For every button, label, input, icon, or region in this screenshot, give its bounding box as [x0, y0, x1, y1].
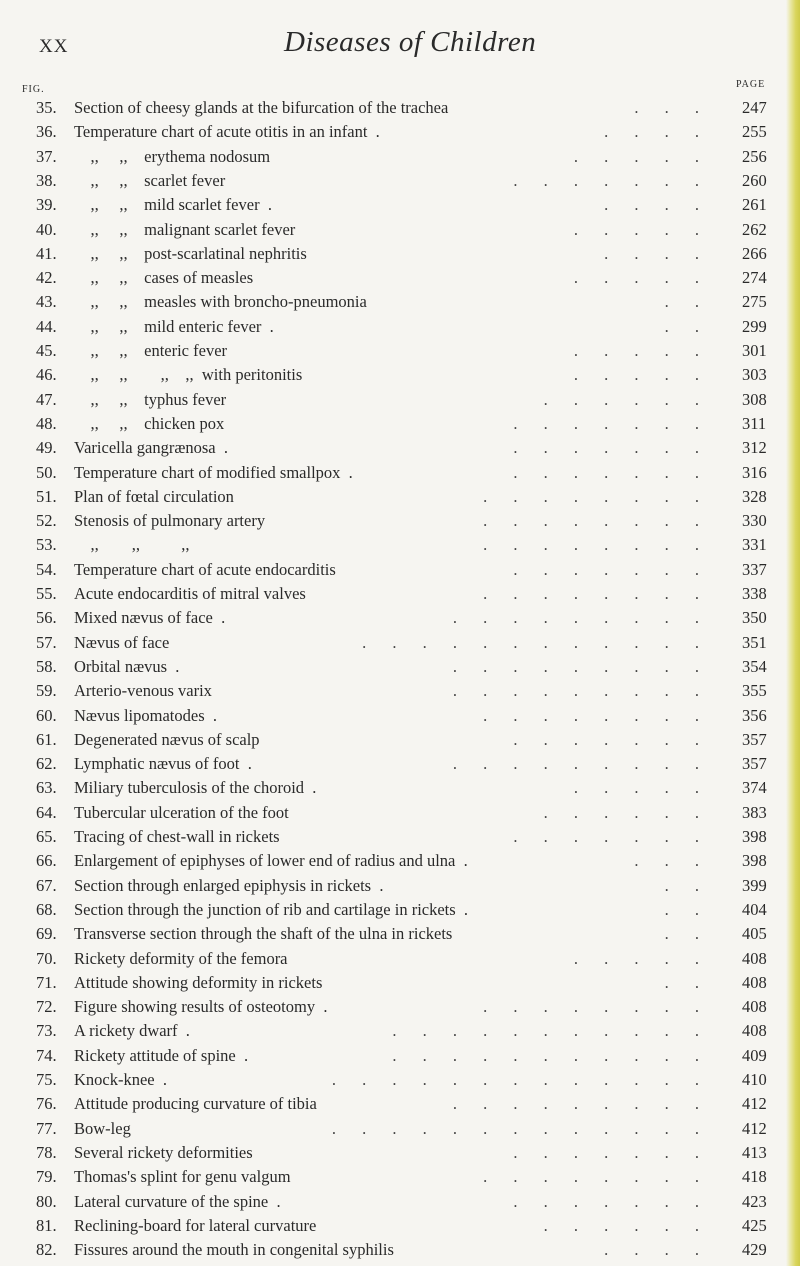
list-item	[0, 606, 800, 630]
figure-number: 58.	[36, 656, 57, 676]
figure-number: 78.	[36, 1142, 57, 1162]
list-item	[0, 1068, 800, 1092]
figure-number: 75.	[36, 1070, 57, 1089]
page-number: 425	[742, 1215, 767, 1235]
figure-number: 43.	[36, 292, 57, 312]
figure-number: 40.	[36, 219, 57, 239]
page-number: 299	[742, 316, 767, 336]
page-number: 383	[742, 802, 767, 822]
figure-caption: Acute endocarditis of mitral valves	[74, 584, 306, 603]
figure-caption: Lymphatic nævus of foot .	[74, 754, 252, 774]
figure-number: 59.	[36, 681, 57, 701]
figure-number: 42.	[36, 268, 57, 288]
dot-leader: . . . . . . . .	[483, 486, 710, 506]
page-number: 247	[742, 98, 767, 117]
figure-caption: Plan of fœtal circulation	[74, 486, 234, 506]
list-item	[0, 242, 800, 266]
dot-leader: . .	[664, 899, 710, 919]
page-number: 408	[742, 1021, 767, 1041]
page-number: 274	[742, 268, 767, 288]
figure-caption: A rickety dwarf .	[74, 1021, 190, 1041]
dot-leader: . . . . . . .	[513, 1191, 710, 1211]
dot-leader: . . . .	[604, 195, 710, 215]
dot-leader: . . . . . . .	[513, 170, 710, 190]
list-item	[0, 1165, 800, 1189]
list-item	[0, 922, 800, 946]
page-number: 331	[742, 535, 767, 555]
page-number: 398	[742, 851, 767, 871]
figure-number: 35.	[36, 98, 57, 117]
dot-leader: . . . . . . .	[513, 729, 710, 749]
page-number: 308	[742, 389, 767, 409]
list-item	[0, 193, 800, 217]
fig-column-label: FIG.	[22, 84, 45, 95]
figure-number: 52.	[36, 511, 57, 531]
figure-number: 39.	[36, 195, 57, 215]
list-item	[0, 96, 800, 120]
page-number: 350	[742, 608, 767, 628]
list-item	[0, 825, 800, 849]
figure-caption: Mixed nævus of face .	[74, 608, 226, 628]
dot-leader: . . . . . .	[543, 1215, 710, 1235]
page-number: 275	[742, 292, 767, 312]
figure-caption: ,, ,, post-scarlatinal nephritis	[74, 243, 307, 263]
list-item	[0, 995, 800, 1019]
dot-leader: . . . . .	[573, 219, 710, 239]
list-item	[0, 1238, 800, 1262]
page-number: 429	[742, 1240, 767, 1260]
figure-number: 62.	[36, 754, 57, 774]
page-number: 408	[742, 972, 767, 992]
list-item	[0, 218, 800, 242]
page-number: 266	[742, 243, 767, 263]
dot-leader: . . . . . . . .	[483, 584, 710, 603]
figure-number: 69.	[36, 924, 57, 944]
dot-leader: . . . . . . . .	[483, 705, 710, 725]
page-number: 409	[742, 1045, 767, 1065]
figure-caption: Section of cheesy glands at the bifurcation of the trachea	[74, 98, 449, 117]
page-number: 410	[742, 1070, 767, 1089]
list-item	[0, 898, 800, 922]
header-page-number: XX	[39, 36, 69, 57]
page-title: Diseases of Children	[284, 26, 537, 58]
figure-number: 41.	[36, 243, 57, 263]
page-column-label: PAGE	[736, 79, 766, 90]
dot-leader: . . . . . . . . . . . . .	[331, 1070, 710, 1089]
dot-leader: . . . . . . . . .	[452, 754, 710, 774]
dot-leader: . . . . . . . . . . .	[392, 1021, 710, 1041]
figure-number: 70.	[36, 948, 57, 968]
list-item	[0, 315, 800, 339]
list-item	[0, 1190, 800, 1214]
page-number: 357	[742, 729, 767, 749]
figure-number: 57.	[36, 632, 57, 652]
figure-number: 48.	[36, 413, 57, 433]
dot-leader: . . . . .	[573, 365, 710, 385]
figure-number: 47.	[36, 389, 57, 409]
figure-caption: Temperature chart of acute endocarditis	[74, 559, 336, 579]
figure-number: 38.	[36, 170, 57, 190]
dot-leader: . . . . . . .	[513, 559, 710, 579]
figure-caption: Enlargement of epiphyses of lower end of radius and ulna .	[74, 851, 468, 871]
list-item	[0, 704, 800, 728]
figure-caption: Thomas's splint for genu valgum	[74, 1167, 291, 1187]
page-number: 404	[742, 899, 767, 919]
figure-number: 67.	[36, 875, 57, 895]
dot-leader: . . . . . .	[543, 389, 710, 409]
list-item	[0, 120, 800, 144]
dot-leader: . . . . . .	[543, 802, 710, 822]
figure-caption: Rickety attitude of spine .	[74, 1045, 249, 1065]
list-item	[0, 582, 800, 606]
list-item	[0, 412, 800, 436]
figure-caption: Attitude showing deformity in rickets	[74, 972, 323, 992]
dot-leader: . . .	[634, 98, 710, 117]
figure-caption: Lateral curvature of the spine .	[74, 1191, 281, 1211]
figure-caption: ,, ,, erythema nodosum	[74, 146, 271, 166]
figure-caption: Attitude producing curvature of tibia	[74, 1094, 317, 1114]
dot-leader: . .	[664, 292, 710, 312]
figure-caption: ,, ,, mild scarlet fever .	[74, 195, 272, 215]
dot-leader: . . . . . . .	[513, 462, 710, 482]
page-number: 354	[742, 656, 767, 676]
list-item	[0, 1092, 800, 1116]
figure-caption: ,, ,, typhus fever	[74, 389, 227, 409]
page-number: 351	[742, 632, 767, 652]
figure-caption: Miliary tuberculosis of the choroid .	[74, 778, 317, 798]
figure-number: 45.	[36, 341, 57, 360]
list-item	[0, 169, 800, 193]
dot-leader: . . . . . . . .	[483, 511, 710, 531]
dot-leader: . . . . . . . . .	[452, 1094, 710, 1114]
page-number: 337	[742, 559, 767, 579]
page-number: 261	[742, 195, 767, 215]
page-number: 355	[742, 681, 767, 701]
dot-leader: . . . . . . . . . . .	[392, 1045, 710, 1065]
page-number: 260	[742, 170, 767, 190]
figure-caption: Temperature chart of modified smallpox .	[74, 462, 353, 482]
list-item	[0, 266, 800, 290]
list-item	[0, 388, 800, 412]
list-item	[0, 776, 800, 800]
figure-caption: ,, ,, chicken pox	[74, 413, 225, 433]
figure-caption: Several rickety deformities	[74, 1142, 253, 1162]
page-number: 374	[742, 778, 767, 798]
page-number: 256	[742, 146, 767, 166]
figure-number: 51.	[36, 486, 57, 506]
figure-caption: ,, ,, ,, ,, with peritonitis	[74, 365, 303, 385]
dot-leader: . . . . . . .	[513, 827, 710, 846]
dot-leader: . . . .	[604, 243, 710, 263]
dot-leader: . .	[664, 316, 710, 336]
page-number: 412	[742, 1118, 767, 1138]
figure-caption: Knock-knee .	[74, 1070, 168, 1089]
dot-leader: . . . . . . . . .	[452, 681, 710, 701]
figure-number: 74.	[36, 1045, 57, 1065]
list-item	[0, 801, 800, 825]
list-item	[0, 728, 800, 752]
figure-caption: Orbital nævus .	[74, 656, 180, 676]
page-number: 408	[742, 948, 767, 968]
page-number: 405	[742, 924, 767, 944]
dot-leader: . . . . .	[573, 146, 710, 166]
figure-caption: Nævus of face	[74, 632, 170, 652]
page-number: 418	[742, 1167, 767, 1187]
figure-number: 64.	[36, 802, 57, 822]
figure-number: 82.	[36, 1240, 57, 1260]
list-item	[0, 339, 800, 363]
figure-number: 60.	[36, 705, 57, 725]
page-number: 330	[742, 511, 767, 531]
page-number: 423	[742, 1191, 767, 1211]
list-item	[0, 558, 800, 582]
dot-leader: . . . . .	[573, 948, 710, 968]
dot-leader: . . . . .	[573, 268, 710, 288]
figure-caption: Arterio-venous varix	[74, 681, 212, 701]
dot-leader: . .	[664, 924, 710, 944]
figure-caption: Transverse section through the shaft of the ulna in rickets	[74, 924, 453, 944]
page-number: 357	[742, 754, 767, 774]
dot-leader: . . . . . . . .	[483, 1167, 710, 1187]
dot-leader: . . . . .	[573, 341, 710, 360]
figure-caption: Tubercular ulceration of the foot	[74, 802, 289, 822]
dot-leader: . .	[664, 972, 710, 992]
list-item	[0, 1019, 800, 1043]
page-number: 303	[742, 365, 767, 385]
page-number: 398	[742, 827, 767, 846]
figure-caption: Temperature chart of acute otitis in an infant .	[74, 122, 380, 142]
list-item	[0, 1214, 800, 1238]
figure-caption: Varicella gangrænosa .	[74, 438, 228, 458]
list-item	[0, 533, 800, 557]
figure-number: 65.	[36, 827, 57, 846]
figure-caption: ,, ,, malignant scarlet fever	[74, 219, 296, 239]
figure-number: 36.	[36, 122, 57, 142]
figure-number: 79.	[36, 1167, 57, 1187]
figure-caption: ,, ,, cases of measles	[74, 268, 254, 288]
list-item	[0, 631, 800, 655]
figure-number: 68.	[36, 899, 57, 919]
figure-number: 81.	[36, 1215, 57, 1235]
dot-leader: . . . . . . . . . . . .	[362, 632, 710, 652]
list-item	[0, 1141, 800, 1165]
figure-number: 53.	[36, 535, 57, 555]
page-number: 408	[742, 997, 767, 1017]
dot-leader: . . . .	[604, 122, 710, 142]
page-number: 316	[742, 462, 767, 482]
figure-caption: ,, ,, measles with broncho-pneumonia	[74, 292, 367, 312]
figure-number: 72.	[36, 997, 57, 1017]
page-number: 255	[742, 122, 767, 142]
page-number: 311	[742, 413, 767, 433]
list-item	[0, 363, 800, 387]
dot-leader: . . . . .	[573, 778, 710, 798]
list-item	[0, 485, 800, 509]
figure-number: 37.	[36, 146, 57, 166]
list-item	[0, 1117, 800, 1141]
list-item	[0, 874, 800, 898]
list-item	[0, 290, 800, 314]
dot-leader: . . . . . . .	[513, 438, 710, 458]
dot-leader: . . . . . . . . . . . . .	[331, 1118, 710, 1138]
figure-number: 80.	[36, 1191, 57, 1211]
list-item	[0, 1044, 800, 1068]
dot-leader: . . . . . . . .	[483, 997, 710, 1017]
list-item	[0, 145, 800, 169]
figure-number: 63.	[36, 778, 57, 798]
list-item	[0, 461, 800, 485]
page-number: 356	[742, 705, 767, 725]
figure-caption: Bow-leg	[74, 1118, 131, 1138]
figure-number: 71.	[36, 972, 57, 992]
figure-caption: ,, ,, ,,	[74, 535, 190, 555]
figure-number: 73.	[36, 1021, 57, 1041]
dot-leader: . . . .	[604, 1240, 710, 1260]
figure-number: 76.	[36, 1094, 57, 1114]
list-item	[0, 679, 800, 703]
page-number: 328	[742, 486, 767, 506]
page-number: 312	[742, 438, 767, 458]
list-item	[0, 655, 800, 679]
figure-caption: Degenerated nævus of scalp	[74, 729, 260, 749]
figure-caption: Figure showing results of osteotomy .	[74, 997, 328, 1017]
list-item	[0, 849, 800, 873]
dot-leader: . . . . . . .	[513, 1142, 710, 1162]
page-number: 412	[742, 1094, 767, 1114]
list-item	[0, 436, 800, 460]
list-item	[0, 752, 800, 776]
figure-number: 49.	[36, 438, 57, 458]
figure-caption: Nævus lipomatodes .	[74, 705, 217, 725]
list-item	[0, 971, 800, 995]
page-number: 262	[742, 219, 767, 239]
dot-leader: . . . . . . . .	[483, 535, 710, 555]
dot-leader: . . . . . . .	[513, 413, 710, 433]
figure-number: 44.	[36, 316, 57, 336]
figure-caption: Fissures around the mouth in congenital syphilis	[74, 1240, 394, 1260]
figure-caption: Section through enlarged epiphysis in rickets .	[74, 875, 384, 895]
dot-leader: . .	[664, 875, 710, 895]
figure-number: 77.	[36, 1118, 57, 1138]
figure-number: 56.	[36, 608, 57, 628]
figure-number: 61.	[36, 729, 57, 749]
dot-leader: . . .	[634, 851, 710, 871]
figure-number: 46.	[36, 365, 57, 385]
figure-number: 55.	[36, 584, 57, 603]
list-item	[0, 509, 800, 533]
page-number: 301	[742, 341, 767, 360]
page-number: 399	[742, 875, 767, 895]
figure-caption: ,, ,, enteric fever	[74, 341, 228, 360]
figure-caption: ,, ,, scarlet fever	[74, 170, 226, 190]
page-number: 413	[742, 1142, 767, 1162]
figure-caption: Reclining-board for lateral curvature	[74, 1215, 317, 1235]
figure-number: 66.	[36, 851, 57, 871]
figure-caption: Tracing of chest-wall in rickets	[74, 827, 280, 846]
list-item	[0, 947, 800, 971]
figure-caption: Section through the junction of rib and cartilage in rickets .	[74, 899, 469, 919]
page-number: 338	[742, 584, 767, 603]
figure-caption: ,, ,, mild enteric fever .	[74, 316, 274, 336]
dot-leader: . . . . . . . . .	[452, 608, 710, 628]
figure-caption: Stenosis of pulmonary artery	[74, 511, 266, 531]
dot-leader: . . . . . . . . .	[452, 656, 710, 676]
figure-caption: Rickety deformity of the femora	[74, 948, 288, 968]
figure-number: 50.	[36, 462, 57, 482]
figure-number: 54.	[36, 559, 57, 579]
